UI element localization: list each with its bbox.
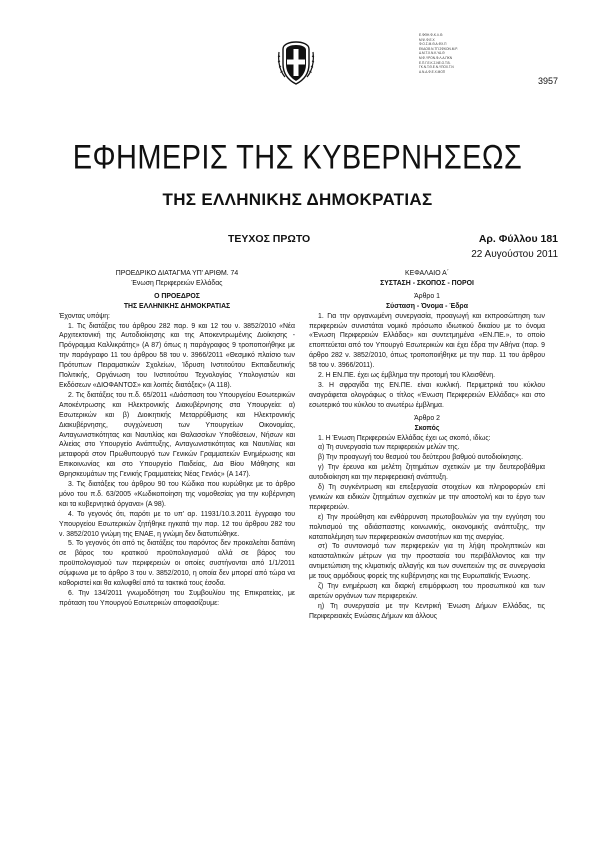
decree-subject: Ένωση Περιφερειών Ελλάδας (131, 279, 223, 287)
paragraph: στ) Το συντονισμό των περιφερειών για τη λήψη προληπτικών και κατασταλτικών μέτρων για την προστασία του περιβάλλοντος και την αντιμετώπιση της κλιματικής αλλαγής και των συνεπειών της σε συνεργασία με τους αρμόδιους φορείς της κυβέρνησης και της Ευρωπαϊκής Ένωσης. (309, 543, 545, 581)
page-number: 3957 (538, 76, 559, 86)
article-heading: Άρθρο 1 (414, 292, 440, 300)
stamp-line: Α.Ν.Δ.Φ.Ε.Χ.ΜΟΠ (419, 69, 446, 74)
stamp-line: ΕΚΔΟΘ.Ν.ΤΠ.ΣΦΚΟΝ.Μ.Ρ. (419, 46, 458, 51)
chapter-title: ΣΥΣΤΑΣΗ - ΣΚΟΠΟΣ - ΠΟΡΟΙ (380, 279, 474, 287)
chapter-heading: ΚΕΦΑΛΑΙΟ Α΄ (405, 270, 449, 277)
paragraph: 1. Η Ένωση Περιφερειών Ελλάδας έχει ως σκοπό, ιδίως: (318, 434, 491, 442)
paragraph: ζ) Την ενημέρωση και διαρκή επιμόρφωση του προσωπικού και των αιρετών οργάνων των περιφερειών. (309, 583, 545, 600)
gazette-subtitle: ΤΗΣ ΕΛΛΗΝΙΚΗΣ ΔΗΜΟΚΡΑΤΙΑΣ (162, 190, 433, 209)
paragraph: β) Την προαγωγή του θεσμού του δεύτερου βαθμού αυτοδιοίκησης. (318, 454, 524, 462)
paragraph: α) Τη συνεργασία των περιφερειών μελών της. (318, 444, 460, 452)
president-line: Ο ΠΡΟΕΔΡΟΣ (154, 292, 200, 300)
stamp-line: Μ.Ψ.Φ.Ε.Χ (419, 37, 435, 42)
paragraph: ε) Την προώθηση και ενθάρρυνση πρωτοβουλιών για την εγγύηση του πολιτισμού της αδιάσπαστης κοινωνικής, οικονομικής ανάπτυξης, την καταπολέμηση των περιφερειακών ανισοτήτων και της ανεργίας. (309, 513, 545, 541)
article-heading: Άρθρο 2 (414, 414, 440, 422)
paragraph: 6. Την 134/2011 γνωμοδότηση του Συμβουλίου της Επικρατείας, με πρόταση του Υπουργού Εσωτερικών αποφασίζουμε: (59, 590, 295, 607)
paragraph: 1. Για την οργανωμένη συνεργασία, προαγωγή και εκπροσώπηση των περιφερειών συνιστάται νομικό πρόσωπο ιδιωτικού δικαίου με το όνομα «Ένωση Περιφερειών Ελλάδας» και συντετμημένα «ΕΝ.ΠΕ.», το οποίο εποπτεύεται από τον Υπουργό Εσωτερικών και έχει έδρα την Αθήνα (παρ. 9 άρθρο 282 ν. 3852/2010, όπως τροποποιήθηκε με την παρ. 11 του άρθρου 58 του ν. 3966/2011). (309, 312, 545, 370)
paragraph: 2. Τις διατάξεις του π.δ. 65/2011 «Διάσπαση του Υπουργείου Εσωτερικών Αποκέντρωσης και Ηλεκτρονικής Διακυβέρνησης στα Υπουργεία: α) Εσωτερικών και β) Διοικητικής Μεταρρύθμισης και Ηλεκτρονικής Διακυβέρνησης, συγχώνευση των Υπουργείων Οικονομίας, Ανταγωνιστικότητας και Ναυτιλίας και Θαλασσίων Υποθέσεων, Νήσων και Αλιείας στο Υπουργείο Ανάπτυξης, Ανταγωνιστικότητας και Ναυτιλίας και μεταφορά στον Πρωθυπουργό των Γενικών Γραμματειών Ενημέρωσης και Επικοινωνίας και στο Υπουργείο Παιδείας, Δια Βίου Μάθησης και Θρησκευμάτων της Γενικής Γραμματείας Νέας Γενιάς» (Α 147). (59, 391, 295, 479)
paragraph: 4. Το γεγονός ότι, παρότι με το υπ’ αρ. 11931/10.3.2011 έγγραφο του Υπουργείου Εσωτερικών ζητήθηκε ηγκατά την παρ. 12 του άρθρου 282 του ν. 3852/2010 γνώμη της ΕΝΑΕ, η γνώμη δεν διατυπώθηκε. (59, 510, 295, 538)
stamp-line: ΓΚ.Ν.Τ.Θ.Ε.Ν.ΥΠΟΧ.Τ.Ν (419, 65, 454, 70)
stamp-line: Ε.ΦΘΗ.Φ-Κ.Λ.Θ. (419, 33, 444, 37)
decree-heading: ΠΡΟΕΔΡΙΚΟ ΔΙΑΤΑΓΜΑ ΥΠ’ ΑΡΙΘΜ. 74 (115, 270, 239, 277)
president-line: ΤΗΣ ΕΛΛΗΝΙΚΗΣ ΔΗΜΟΚΡΑΤΙΑΣ (123, 302, 231, 310)
issue-date: 22 Αυγούστου 2011 (471, 249, 558, 260)
stamp-line: Δ.Μ.Τ.Χ.Ν.Κ.ΥΔ.Θ (419, 51, 445, 56)
printing-office-stamp (419, 33, 483, 74)
paragraph: 1. Τις διατάξεις του άρθρου 282 παρ. 9 και 12 του ν. 3852/2010 «Νέα Αρχιτεκτονική της Αυτοδιοίκησης και της Αποκεντρωμένης Διοίκησης - Πρόγραμμα Καλλικράτης» (Α 87) όπως η παράγραφος 9 τροποποιήθηκε με την παράγραφο 11 του άρθρου 58 του ν. 3966/2011 «Θεσμικό πλαίσιο των Πρότυπων Πειραματικών Σχολείων, Ίδρυση Ινστιτούτου Εκπαιδευτικής Πολιτικής, Οργάνωση του Ινστιτούτου Τεχνολογίας Υπολογιστών και Εκδόσεων «ΔΙΟΦΑΝΤΟΣ» και λοιπές διατάξεις» (Α 118). (59, 322, 295, 389)
paragraph: 3. Η σφραγίδα της ΕΝ.ΠΕ. είναι κυκλική. Περιμετρικά του κύκλου αναγράφεται ολογράφως ο τίτλος «Ένωση Περιφερειών Ελλάδας» και στο εσωτερικό του κύκλου το ανωτέρω έμβλημα. (309, 381, 545, 409)
paragraph: η) Τη συνεργασία με την Κεντρική Ένωση Δήμων Ελλάδας, τις Περιφερειακές Ενώσεις Δήμων και άλλους (309, 602, 545, 620)
stamp-line: Φ.Ο.Σ.Μ.Θ.Α.ΦΧ.Π (419, 42, 447, 47)
paragraph: 2. Η ΕΝ.ΠΕ. έχει ως έμβλημα την προτομή του Κλεισθένη. (318, 372, 496, 380)
coat-of-arms-icon (276, 40, 316, 86)
left-column (59, 269, 295, 609)
paragraph: γ) Την έρευνα και μελέτη ζητημάτων σχετικών με την δευτεροβάθμια αυτοδιοίκηση και την περιφερειακή ανάπτυξη. (309, 464, 545, 482)
right-column (309, 269, 545, 622)
having-regard: Έχοντας υπόψη: (59, 312, 110, 320)
gazette-title: ΕΦΗΜΕΡΙΣ ΤΗΣ ΚΥΒΕΡΝΗΣΕΩΣ (72, 139, 523, 177)
stamp-line: Μ.Φ.ΥΡΟΝ.Φ.Λ.Α.ΠΚΝ (419, 55, 453, 60)
article-title: Σκοπός (414, 424, 440, 432)
article-title: Σύσταση - Όνομα - Έδρα (386, 302, 468, 310)
paragraph: 5. Το γεγονός ότι από τις διατάξεις του παρόντος δεν προκαλείται δαπάνη σε βάρος του κρατικού προϋπολογισμού αλλά σε βάρος του προϋπολογισμού των περιφερειών οι οποίες συστήνονται από 1/1/2011 σύμφωνα με το άρθρο 3 του ν. 3852/2010, η οποία δεν μπορεί από τώρα να καθοριστεί και θα καλυφθεί από τα τακτικά τους έσοδα. (59, 540, 295, 588)
paragraph: 3. Τις διατάξεις του άρθρου 90 του Κώδικα που κυρώθηκε με το άρθρο μόνο του π.δ. 63/2005 «Κωδικοποίηση της νομοθεσίας για την κυβέρνηση και τα κυβερνητικά όργανα» (Α 98). (59, 481, 295, 508)
stamp-line: Ε.Π.Γ.Ε.Κ.Σ.ΝΕ.Ο.Τ.Β. (419, 60, 451, 65)
paragraph: δ) Τη συγκέντρωση και επεξεργασία στοιχείων και πληροφοριών επί γενικών και ειδικών ζητημάτων σχετικών με την αποστολή και το έργο των περιφερειών. (309, 484, 545, 511)
sheet-number: Αρ. Φύλλου 181 (478, 233, 558, 245)
issue-type: ΤΕΥΧΟΣ ΠΡΩΤΟ (228, 233, 311, 245)
